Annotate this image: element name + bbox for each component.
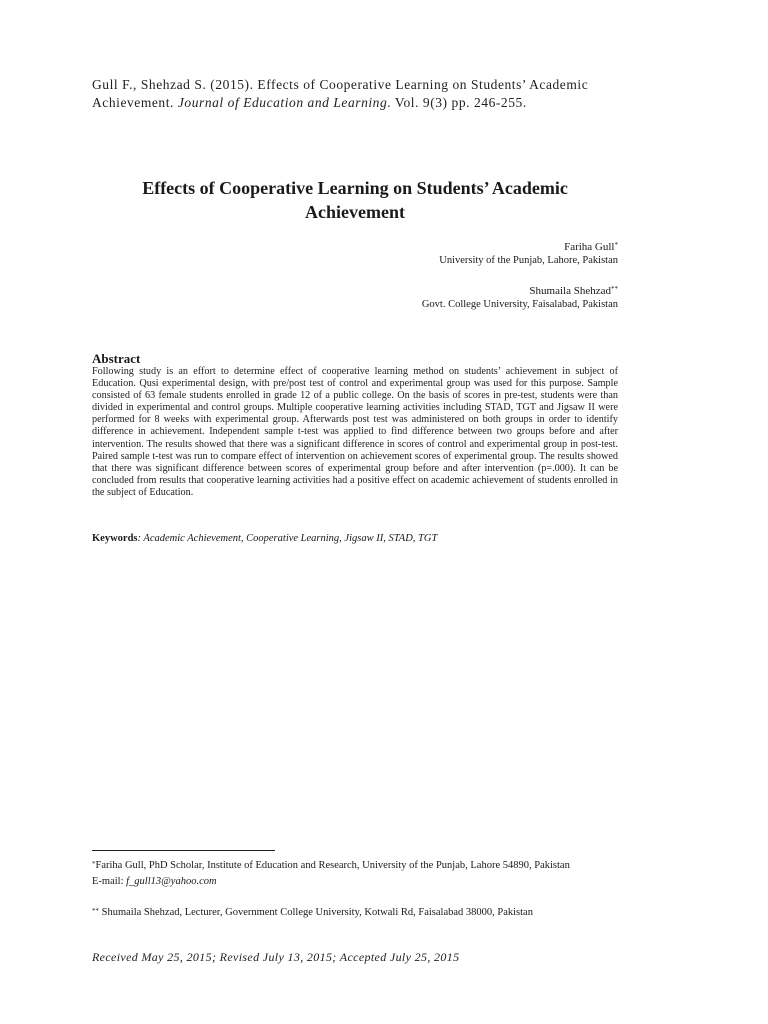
received-dates: Received May 25, 2015; Revised July 13, 2015; Accepted July 25, 2015 [92, 950, 460, 964]
author-1-affiliation: University of the Punjab, Lahore, Pakistan [439, 255, 618, 266]
author-1 [300, 240, 618, 268]
keywords-label: Keywords [92, 533, 138, 544]
citation-volume: . Vol. 9(3) pp. 246-255. [387, 95, 527, 110]
footnote-2-mark: ** [92, 907, 99, 915]
citation-journal: Journal of Education and Learning [177, 95, 388, 110]
paper-title [92, 176, 618, 224]
author-list [300, 240, 618, 328]
footnote-divider [92, 850, 275, 851]
citation-text: Gull F., Shehzad S. (2015). Effects of Cooperative Learning on Students’ Academic Achievement. [92, 77, 589, 110]
footnote-1 [92, 858, 652, 890]
author-2-mark: ** [611, 285, 618, 293]
email-label: E-mail: [92, 876, 127, 887]
author-2 [300, 284, 618, 312]
email-address: f_gull13@yahoo.com [126, 876, 217, 887]
abstract-body: Following study is an effort to determine effect of cooperative learning method on students’ achievement in subject of Education. Qusi experimental design, with pre/post test of control and experimental group was used for this purpose. Sample consisted of 63 female students enrolled in grade 12 of a public college. On the basis of scores in pre-test, students were than divided in experimental and control groups. Multiple cooperative learning activities including STAD, TGT and Jigsaw II were performed for 8 weeks with experimental group. Afterwards post test was administered on both groups in order to identify difference in achievement. Independent sample t-test was applied to find difference between two groups before and after intervention. The results showed that there was a significant difference in scores of control and experimental group in post-test. Paired sample t-test was run to compare effect of intervention on achievement scores of experimental group. The results showed that there was significant difference between scores of experimental group before and after intervention (p=.000). It can be concluded from results that cooperative learning activities had a positive effect on academic achievement of students enrolled in the subject of Education. [92, 366, 618, 498]
footnote-1-mark: * [92, 860, 96, 868]
footnote-2-text: Shumaila Shehzad, Lecturer, Government College University, Kotwali Rd, Faisalabad 38000, Pakistan [99, 907, 533, 918]
paper-title-line-1: Effects of Cooperative Learning on Students’ Academic [142, 178, 568, 198]
author-2-affiliation: Govt. College University, Faisalabad, Pakistan [421, 299, 618, 310]
author-1-name: Fariha Gull [564, 241, 615, 253]
paper-title-line-2: Achievement [305, 202, 405, 222]
abstract-heading: Abstract [92, 351, 141, 366]
author-2-name: Shumaila Shehzad [529, 285, 611, 297]
citation-header [92, 76, 652, 112]
footnote-2 [92, 905, 652, 921]
keywords-values: : Academic Achievement, Cooperative Learning, Jigsaw II, STAD, TGT [137, 533, 438, 544]
author-1-mark: * [614, 241, 618, 249]
keywords [92, 532, 618, 545]
footnote-1-text: Fariha Gull, PhD Scholar, Institute of Education and Research, University of the Punjab, Lahore 54890, Pakistan [95, 860, 570, 871]
